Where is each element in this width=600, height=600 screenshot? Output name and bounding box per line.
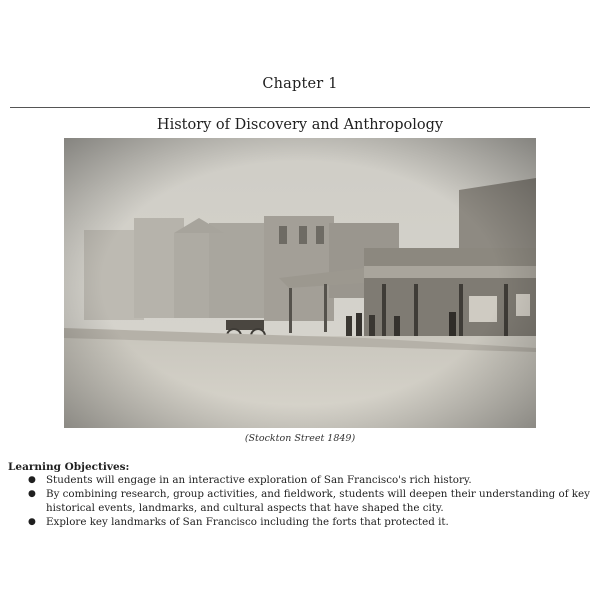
objective-text: Explore key landmarks of San Francisco including the forts that protected it. <box>46 516 449 529</box>
historical-photo <box>64 138 536 428</box>
learning-objectives-list <box>26 474 592 531</box>
list-item <box>26 488 592 515</box>
objective-text: Students will engage in an interactive exploration of San Francisco's rich history. <box>46 474 472 486</box>
bullet-icon: ● <box>28 517 36 528</box>
photo-caption: (Stockton Street 1849) <box>244 433 356 444</box>
bullet-icon: ● <box>28 489 36 500</box>
learning-objectives-heading: Learning Objectives: <box>8 461 130 473</box>
objective-text: By combining research, group activities, and fieldwork, students will deepen their understanding of key historical events, landmarks, and cultural aspects that have shaped the city. <box>46 488 590 514</box>
list-item <box>26 474 592 487</box>
list-item <box>26 516 592 529</box>
chapter-heading: Chapter 1 <box>262 76 338 92</box>
chapter-divider <box>10 107 590 108</box>
page-title: History of Discovery and Anthropology <box>156 117 444 133</box>
bullet-icon: ● <box>28 475 36 485</box>
